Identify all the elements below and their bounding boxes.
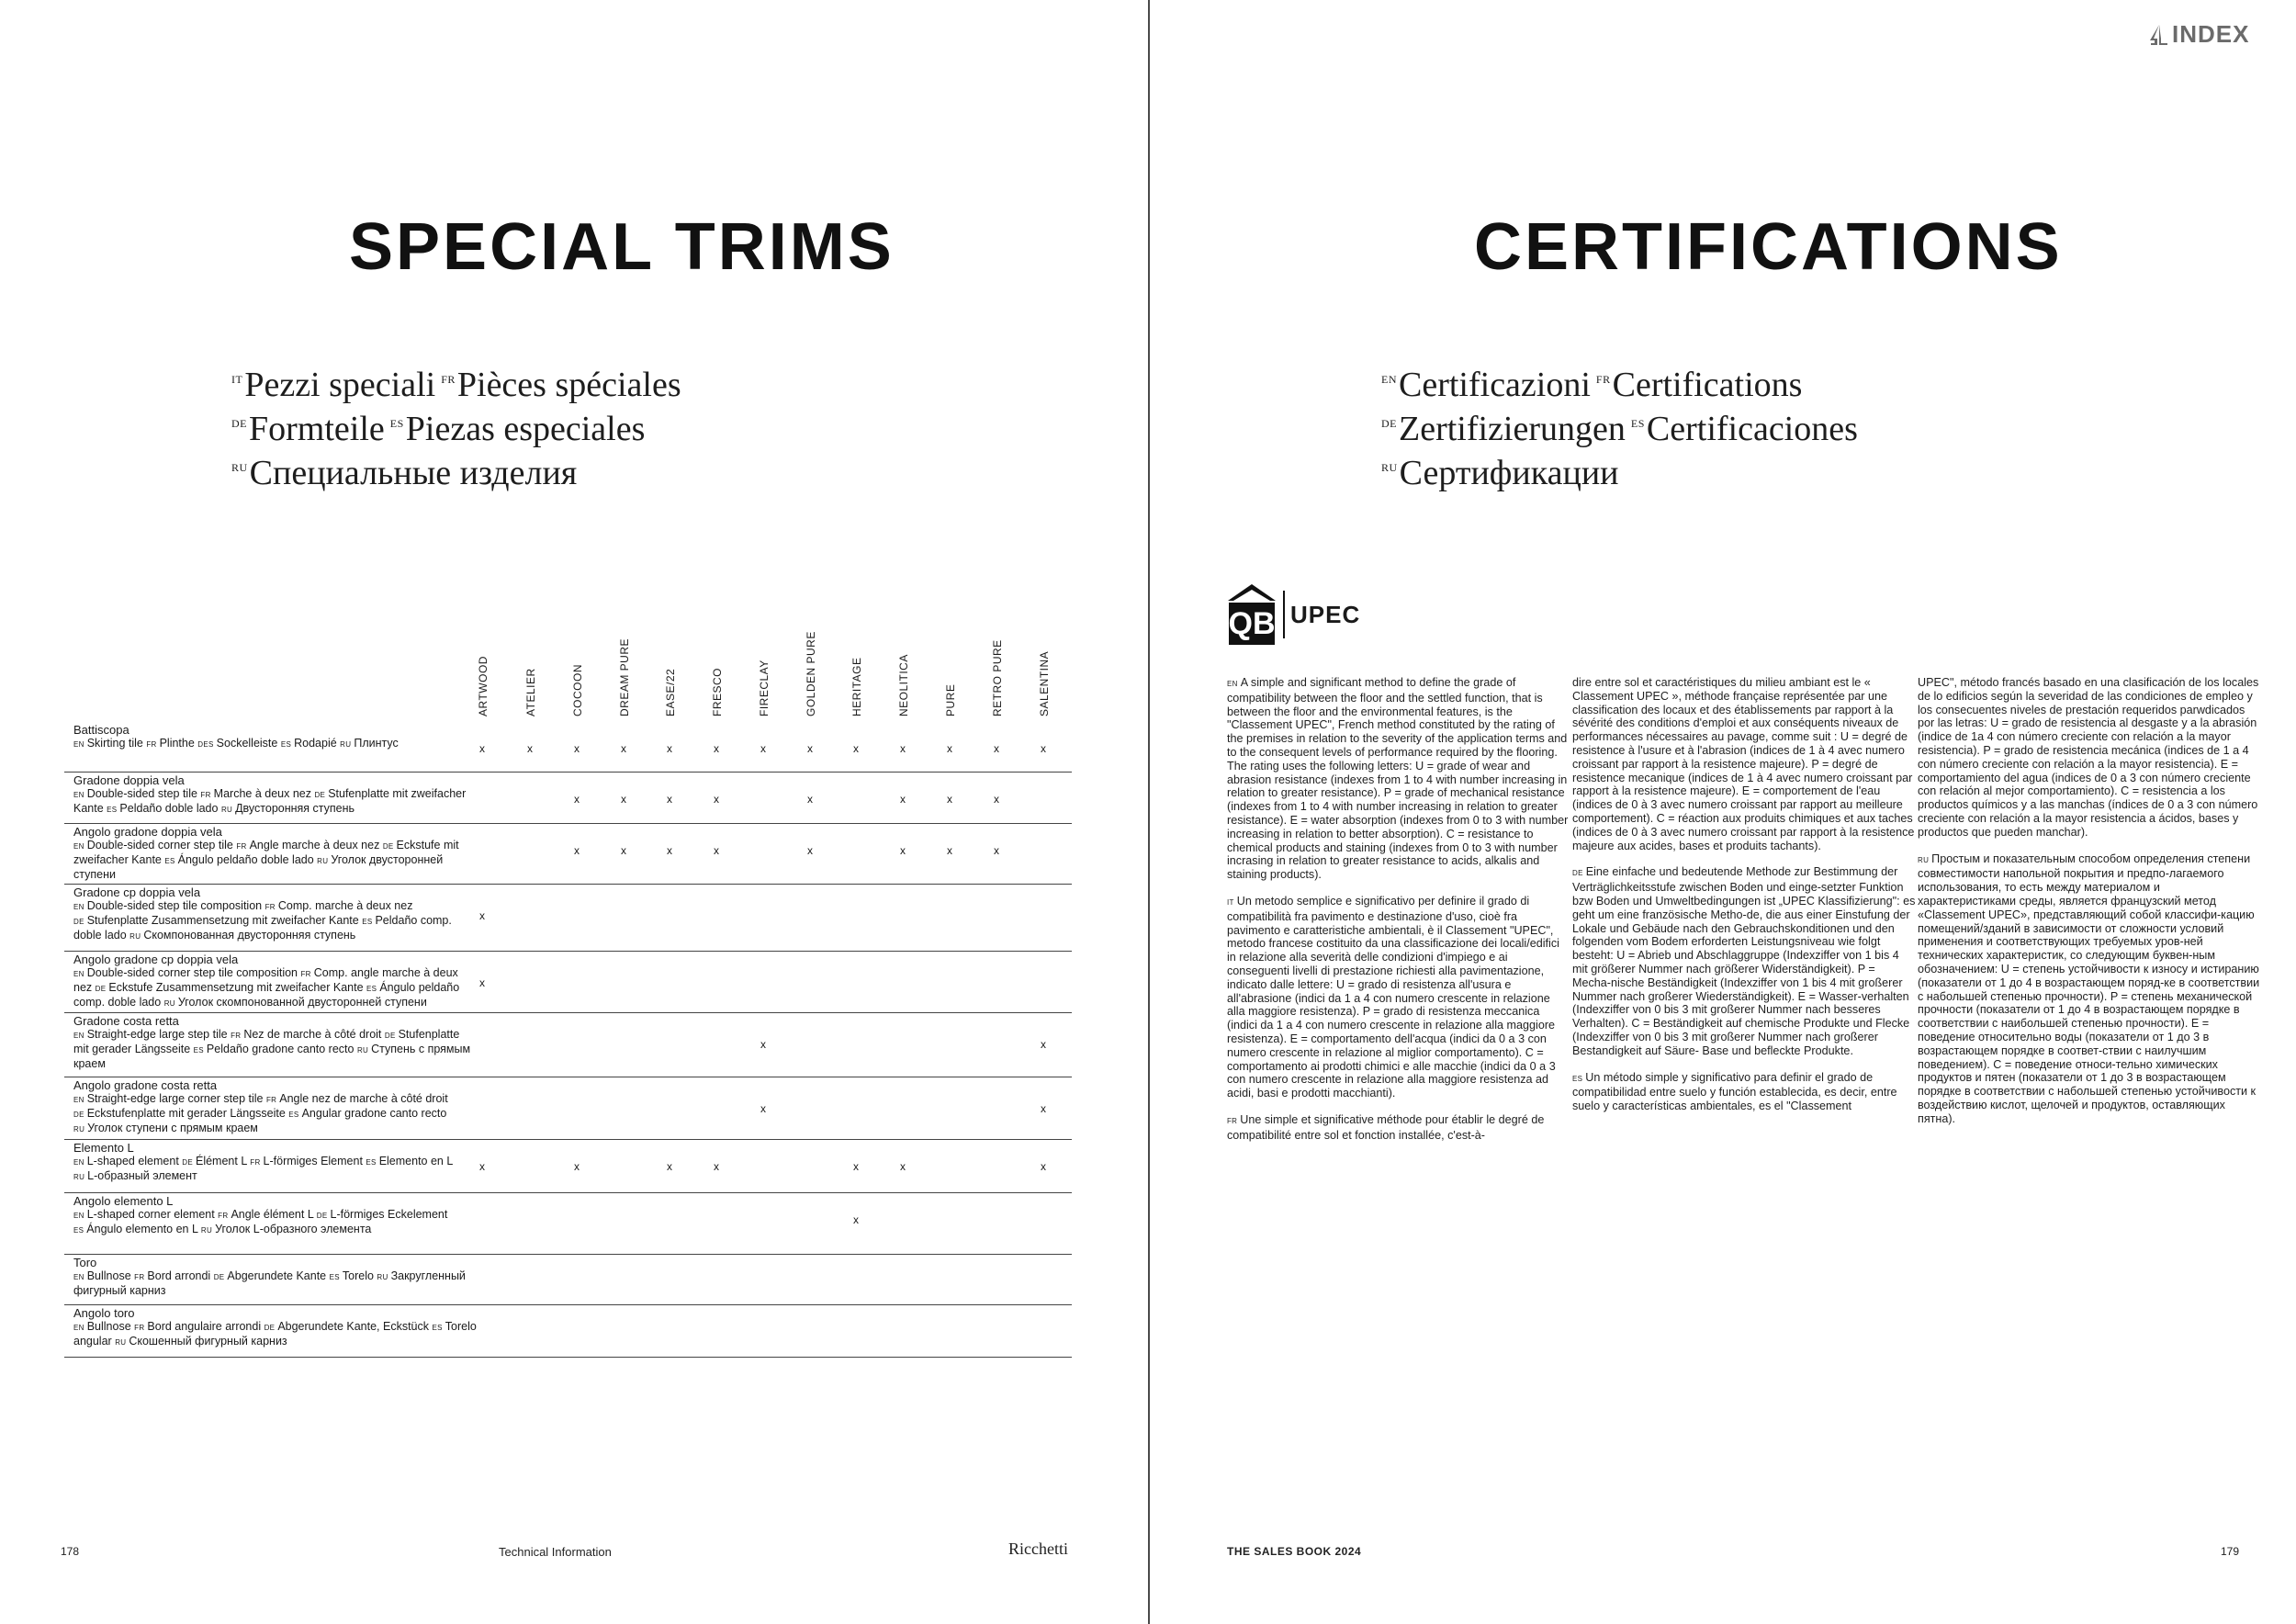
trim-translation: Angle élément L [231,1208,317,1221]
language-code: RU [115,1338,127,1347]
row-label [73,825,478,882]
language-code: EN [73,1324,84,1332]
translated-heading: Piezas especiales [405,410,646,448]
column-header-artwood [477,634,501,716]
language-code: RU [356,1046,369,1054]
trim-name: Gradone costa retta [73,1014,179,1028]
language-code: RU [317,857,329,865]
translated-heading: Certifications [1612,366,1803,404]
language-code: EN [1227,680,1238,688]
availability-mark: x [994,844,999,857]
certifications-translations [1381,360,1858,492]
language-code: EN [73,903,84,911]
trim-translation: Sockelleiste [216,737,281,750]
language-code: RU [231,461,248,474]
trim-name: Angolo elemento L [73,1194,174,1208]
availability-mark: x [807,793,813,806]
language-code: EN [73,1212,84,1220]
translation-line [1381,404,1858,448]
column-header-label: ATELIER [524,668,537,716]
availability-mark: x [760,742,766,755]
trim-translation: Stufenplatte mit zweifacher Kante [73,787,467,815]
trim-name: Toro [73,1256,97,1269]
availability-mark: x [667,742,672,755]
trim-name: Gradone doppia vela [73,773,185,787]
language-code: DE [316,1212,328,1220]
row-label [73,1256,478,1298]
table-row [64,772,1072,824]
trim-translation: Eckstufe Zusammensetzung mit zweifacher Kante [108,981,367,994]
language-code: DE [95,985,107,993]
availability-mark: x [853,1160,859,1173]
row-label [73,1194,478,1237]
language-code: FR [134,1324,145,1332]
column-header-label: HERITAGE [850,657,863,716]
trim-translation: Bullnose [86,1320,135,1333]
trim-translation: Angle marche à deux nez [249,839,383,851]
availability-mark: x [479,976,485,989]
column-header-label: DREAM PURE [618,637,631,716]
column-header-label: RETRO PURE [991,639,1004,716]
translation-line [1381,448,1858,492]
availability-mark: x [714,844,719,857]
language-code: ES [1572,1074,1583,1083]
paragraph-text: A simple and significant method to define the grade of compatibility between the floor and the settled function, that is between the floor and the environmental features, is the "Classement UPEC", French method constituted by the rating of the premises in relation to the severity of the application terms and to the consequent levels of performance required by the flooring. The rating uses the following letters: U = grade of wear and abrasion resistance (indexes from 1 to 4 with number increasing in relation to greater resistance). P = grade of mechanical resistance (indexes from 1 to 4 with number increasing in relation to greater resistance). E = water absorption (indexes from 0 to 3 with number increasing in relation to better absorption). C = resistance to chemical products and staining (indexes from 0 to 3 with number incrasing in relation to greater resistance to acids, alkalis and staining products). [1227,676,1569,882]
language-code: FR [134,1273,145,1281]
index-label: INDEX [2172,20,2250,48]
special-trims-translations [231,360,681,492]
footer-book-title: THE SALES BOOK 2024 [1227,1545,1362,1558]
svg-text:QB: QB [1228,606,1276,641]
trim-name: Battiscopa [73,723,129,737]
language-code: EN [1381,373,1397,386]
language-code: RU [220,806,233,814]
translated-heading: Certificaciones [1646,410,1858,448]
availability-mark: x [621,844,626,857]
column-header-label: ARTWOOD [477,656,490,716]
language-code: FR [1227,1116,1238,1125]
language-code: ES [107,806,118,814]
trim-translation: Peldaño doble lado [119,802,221,815]
translated-heading: Formteile [249,410,385,448]
column-header-label: PURE [944,683,957,716]
trim-translation: Уголок двусторонней ступени [73,853,444,881]
page-number-left: 178 [61,1545,80,1558]
trim-translation: Скошенный фигурный карниз [129,1335,287,1348]
index-link[interactable] [2149,20,2249,49]
table-row [64,1304,1072,1358]
trim-translation: Double-sided corner step tile composition [86,966,301,979]
table-row [64,884,1072,952]
upec-paragraph [1918,676,2261,840]
column-header-pure [944,634,968,716]
language-code: DE [264,1324,276,1332]
language-code: FR [1595,373,1611,386]
upec-paragraph [1572,865,1916,1057]
trim-translation: Ángulo elemento en L [86,1223,201,1235]
row-label [73,1141,478,1184]
language-code: DES [197,740,214,749]
column-header-heritage [850,634,874,716]
translated-heading: Специальные изделия [249,454,578,492]
upec-paragraph [1918,852,2261,1126]
trim-translation: Straight-edge large step tile [86,1028,231,1041]
language-code: ES [329,1273,340,1281]
page-title-special-trims: SPECIAL TRIMS [349,210,895,284]
language-code: ES [366,985,377,993]
page-number-right: 179 [2221,1545,2240,1558]
paragraph-text: Une simple et significative méthode pour établir le degré de compatibilité entre sol et fonction installée, c'est-à- [1227,1112,1545,1142]
availability-mark: x [900,844,906,857]
language-code: ES [432,1324,443,1332]
availability-mark: x [947,793,952,806]
qb-mark-icon [1226,582,1277,647]
footer-section-name: Technical Information [499,1545,612,1559]
table-row [64,823,1072,885]
language-code: EN [73,791,84,799]
language-code: FR [200,791,211,799]
upec-paragraph [1227,676,1570,882]
trim-translation: L-образный элемент [87,1169,197,1182]
upec-logo-text: UPEC [1290,600,1361,628]
availability-mark: x [479,909,485,922]
column-header-label: FIRECLAY [758,660,771,716]
availability-mark: x [667,844,672,857]
availability-mark: x [1041,742,1046,755]
brand-logo-ricchetti: Ricchetti [1008,1539,1068,1558]
language-code: RU [1381,461,1398,474]
trim-translation: Stufenplatte mit gerader Längsseite [73,1028,460,1055]
logo-separator [1283,591,1285,638]
language-code: RU [1918,855,1930,864]
availability-mark: x [900,742,906,755]
upec-text-column-1 [1227,676,1570,1156]
language-code: EN [73,740,84,749]
trim-translation: Плинтус [354,737,399,750]
language-code: RU [73,1125,85,1133]
language-code: EN [73,1273,84,1281]
trim-translation: Comp. marche à deux nez [277,899,413,912]
trim-translation: Уголок L-образного элемента [215,1223,372,1235]
trim-translation: Eckstufenplatte mit gerader Längsseite [86,1107,289,1120]
language-code: RU [129,932,141,941]
upec-logo [1226,582,1360,647]
column-header-salentina [1038,634,1062,716]
paragraph-text: dire entre sol et caractéristiques du milieu ambiant est le « Classement UPEC », méthode française représentée par une classification des locaux et des établissements par rapport à la sévérité des conditions d'emploi et aux conséquents niveaux de performances nécessaires au pavage, comme suit : U = degré de resistence à l'usure et à l'abrasion (indices de 1 à 4 avec numero croissant par rapport à la resistence majeure). P = degré de resistence mecanique (indices de 1 à 4 avec numero croissant par rapport à la resistence majeure). E = comportement de l'eau (indices de 0 à 3 avec numero croissant par rapport au meilleure comportement). C = réaction aux produits chimiques et aux taches (indices de 0 à 3 avec numero croissant par rapport à la resistence majeure aux acides, bases et produits tachants). [1572,676,1915,852]
language-code: EN [73,1096,84,1104]
language-code: ES [1630,417,1645,430]
availability-mark: x [714,1160,719,1173]
language-code: ES [389,417,404,430]
language-code: RU [200,1226,213,1235]
trim-translation: Закругленный фигурный карниз [73,1269,466,1297]
tree-icon [2149,24,2169,46]
availability-mark: x [714,742,719,755]
trim-translation: L-förmiges Eckelement [330,1208,448,1221]
translation-line [231,448,681,492]
trim-translation: Abgerundete Kante [227,1269,330,1282]
language-code: FR [231,1032,242,1040]
trim-translation: Уголок скомпонованной двусторонней ступени [177,996,427,1009]
availability-mark: x [760,1102,766,1115]
paragraph-text: UPEC", método francés basado en una clasificación de los locales de lo edificios según la severidad de las condiciones de empleo y los consecuentes niveles de prestación requeridos parwdicados por las letras: U = grado de resistencia al desgaste y a la abrasión (indice de 1a 4 con número creciente con relación a la mayor resistencia). P = grado de resistencia mecánica (indices de 1 a 4 con número creciente con relación a la mayor resistencia). E = comportamiento del agua (indices de 0 a 3 con número creciente con relación al mejor comportamiento). C = resistencia a los productos químicos y a las manchas (índices de 0 a 3 con número creciente con relación a la mayor resistencia a ácidos, bases y productos que pueden manchar). [1918,676,2259,839]
trim-name: Elemento L [73,1141,134,1155]
table-row [64,721,1072,773]
availability-mark: x [621,742,626,755]
translated-heading: Сертификации [1399,454,1619,492]
trim-name: Angolo gradone cp doppia vela [73,953,239,966]
trim-translation: Nez de marche à côté droit [243,1028,385,1041]
trim-translation: Ángulo peldaño doble lado [177,853,318,866]
language-code: ES [280,740,292,749]
language-code: IT [1227,897,1234,907]
trim-translation: Двусторонняя ступень [235,802,355,815]
upec-paragraph [1227,895,1570,1100]
trim-translation: Stufenplatte Zusammensetzung mit zweifacher Kante [86,914,363,927]
availability-mark: x [994,793,999,806]
trim-translation: Скомпонованная двусторонняя ступень [143,929,356,942]
page-spine-divider [1148,0,1150,1624]
trim-translation: Abgerundete Kante, Eckstück [277,1320,433,1333]
availability-mark: x [807,844,813,857]
language-code: DE [314,791,326,799]
column-header-label: SALENTINA [1038,650,1051,716]
language-code: EN [73,1158,84,1167]
upec-paragraph [1572,1071,1916,1113]
table-row [64,1077,1072,1140]
table-row [64,1254,1072,1305]
translation-line [1381,360,1858,404]
trim-translation: Angle nez de marche à côté droit [279,1092,448,1105]
trim-name: Angolo toro [73,1306,135,1320]
trim-translation: L-shaped corner element [86,1208,219,1221]
language-code: DE [1572,869,1583,878]
trim-translation: Marche à deux nez [213,787,315,800]
translated-heading: Pezzi speciali [244,366,436,404]
trim-translation: Élément L [195,1155,251,1167]
language-code: DE [182,1158,193,1167]
upec-paragraph [1572,676,1916,852]
availability-mark: x [853,742,859,755]
table-row [64,951,1072,1013]
column-header-retro-pure [991,634,1015,716]
language-code: EN [73,1032,84,1040]
language-code: ES [164,857,175,865]
trim-translation: Rodapié [294,737,341,750]
language-code: FR [265,1096,277,1104]
availability-mark: x [527,742,533,755]
row-label [73,723,478,751]
language-code: ES [193,1046,204,1054]
trim-translation: Elemento en L [378,1155,453,1167]
column-header-label: FRESCO [711,667,724,716]
row-label [73,1306,478,1349]
row-label [73,885,478,943]
language-code: DE [73,1111,84,1119]
table-row [64,1139,1072,1193]
paragraph-text: Eine einfache und bedeutende Methode zur Bestimmung der Verträglichkeitsstufe zwischen Boden und einge-setzter Funktion bzw Boden und Umweltbedingungen ist „UPEC Klassifizierung": es geht um eine französische Metho-de, die aus einer Einstufung der Lokale und Gebäude nach den Gebrauchskonditionen und den folgenden vom Bodem erforderten Leistungsniveau wie folgt besteht: U = Abrieb und Abschlaggruppe (Indexziffer von 1 bis 4 mit größerer Nummer nach größerer Widerständigkeit). P = Mecha-nische Beständigkeit (Indexziffer von 1 bis 4 mit großerer Nummer nach großerer Wiederständigkeit). E = Wasser-verhalten (Indexziffer von 0 bis 3 mit großerer Nummer nach besseres Verhalten). C = Beständigkeit auf chemische Produkte und Flecke (Indexziffer von 0 bis 3 mit großerer Nummer nach großerer Bestandigkeit auf Säure- Base und befleckte Produkte. [1572,865,1916,1057]
paragraph-text: Простым и показательным способом определения степени совместимости напольной покрытия и предпо-лагаемого использования, то есть между материалом и характеристиками среды, является французский метод «Classement UPEC», представляющий собой классифи-кацию помещений/зданий в зависимости от сложности условий применения и соответствующих требуемых уров-ней технических характеристик, со следующим буквен-ным обозначением: U = степень устойчивости к износу и истиранию (показатели от 1 до 4 в возрастающем поряд-ке в соответствии с набольшей степенью прочности). P = степень механической прочности (показатели от 1 до 4 в возрастающем порядке в соответствии с наибольшей степенью прочности). E = поведение относительно воды (показатели от 1 до 3 в возрастающем порядке в соответ-ствии с наилучшим поведением). C = поведение относи-тельно химических продуктов и пятен (показатели от 1 до 3 в возрастающем порядке в соответствии с набольшей степенью устойчивости к воздействию кислот, щелочей и продуктов, оставляющих пятна). [1918,851,2260,1125]
translated-heading: Certificazioni [1399,366,1591,404]
paragraph-text: Un metodo semplice e significativo per definire il grado di compatibilità fra pavimento e destinazione d'uso, cioè fra pavimento e caratteristiche ambientali, è il Classement "UPEC", metodo francese costituito da una classificazione dei locali/edifici in relazione alla severità delle condizioni d'impiego e ai conseguenti livelli di prestazione richiesti alla pavimentazione, indicato dalle lettere: U = grado di resistenza all'usura e all'abrasione (indici da 1 a 4 con numero crescente in relazione alla maggiore resistenza). P = grado di resistenza meccanica (indici da 1 a 4 con numero crescente in relazione alla maggiore resistenza). E = comportamento dell'acqua (indici da 0 a 3 con numero crescente in relazione al miglior comportamento). C = comportamento ai prodotti chimici e alle macchie (indici da 0 a 3 con numero crescente in relazione alla maggiore resistenza ad acidi, basi e prodotti macchianti). [1227,894,1559,1100]
language-code: EN [73,970,84,978]
availability-mark: x [574,793,580,806]
availability-mark: x [479,1160,485,1173]
language-code: DE [384,1032,396,1040]
table-row [64,1012,1072,1077]
availability-mark: x [1041,1102,1046,1115]
row-label [73,1014,478,1071]
upec-text-column-3 [1918,676,2261,1139]
availability-mark: x [574,742,580,755]
trim-name: Angolo gradone doppia vela [73,825,222,839]
column-header-dream-pure [618,634,642,716]
availability-mark: x [574,844,580,857]
availability-mark: x [760,1038,766,1051]
availability-mark: x [1041,1038,1046,1051]
trim-translation: Ángulo peldaño comp. doble lado [73,981,460,1009]
language-code: IT [231,373,243,386]
trim-translation: Torelo [342,1269,377,1282]
availability-mark: x [994,742,999,755]
column-header-ease-22 [664,634,688,716]
availability-mark: x [807,742,813,755]
language-code: RU [73,1173,85,1181]
trim-translation: Bord arrondi [147,1269,214,1282]
trim-translation: Straight-edge large corner step tile [86,1092,266,1105]
trim-translation: Skirting tile [86,737,147,750]
trim-name: Angolo gradone costa retta [73,1078,218,1092]
language-code: DE [382,842,394,851]
translation-line [231,360,681,404]
availability-mark: x [853,1213,859,1226]
trim-translation: Ступень с прямым краем [73,1043,471,1070]
trim-translation: Comp. angle marche à deux nez [73,966,458,994]
upec-text-column-2 [1572,676,1916,1126]
page-title-certifications: CERTIFICATIONS [1474,210,2063,284]
availability-mark: x [947,742,952,755]
trim-translation: Double-sided step tile composition [86,899,265,912]
language-code: ES [288,1111,299,1119]
trim-translation: Уголок ступени с прямым краем [87,1122,258,1134]
language-code: FR [236,842,247,851]
language-code: RU [340,740,352,749]
trim-translation: Torelo angular [73,1320,477,1348]
availability-mark: x [900,793,906,806]
language-code: FR [250,1158,261,1167]
translated-heading: Pièces spéciales [456,366,681,404]
language-code: ES [73,1226,84,1235]
trim-translation: Angular gradone canto recto [301,1107,447,1120]
column-header-fresco [711,634,735,716]
language-code: DE [73,918,84,926]
column-header-label: EASE/22 [664,668,677,716]
column-header-label: NEOLITICA [897,654,910,716]
column-header-golden-pure [805,631,828,716]
translated-heading: Zertifizierungen [1399,410,1626,448]
language-code: FR [441,373,456,386]
trim-translation: L-förmiges Element [263,1155,366,1167]
availability-mark: x [667,793,672,806]
language-code: FR [146,740,157,749]
column-header-label: COCOON [571,664,584,716]
availability-mark: x [900,1160,906,1173]
availability-mark: x [479,742,485,755]
column-header-cocoon [571,634,595,716]
row-label [73,773,478,817]
language-code: DE [231,417,247,430]
language-code: EN [73,842,84,851]
table-row [64,1192,1072,1255]
trim-translation: Plinthe [159,737,198,750]
trim-translation: L-shaped element [86,1155,183,1167]
availability-mark: x [1041,1160,1046,1173]
language-code: RU [377,1273,388,1281]
trim-translation: Bullnose [86,1269,135,1282]
availability-mark: x [621,793,626,806]
availability-mark: x [574,1160,580,1173]
column-header-neolitica [897,634,921,716]
translation-line [231,404,681,448]
language-code: FR [264,903,276,911]
paragraph-text: Un método simple y significativo para definir el grado de compatibilidad entre suelo y función establecida, es decir, entre suelo y características ambientales, es el "Classement [1572,1070,1897,1113]
trim-translation: Bord angulaire arrondi [147,1320,264,1333]
language-code: FR [300,970,311,978]
availability-mark: x [714,793,719,806]
language-code: FR [218,1212,229,1220]
language-code: ES [366,1158,377,1167]
language-code: ES [362,918,373,926]
column-header-label: GOLDEN PURE [805,631,817,716]
row-label [73,1078,478,1136]
trim-translation: Eckstufe mit zweifacher Kante [73,839,459,866]
column-header-fireclay [758,634,782,716]
availability-mark: x [667,1160,672,1173]
language-code: DE [1381,417,1397,430]
upec-paragraph [1227,1113,1570,1143]
trim-name: Gradone cp doppia vela [73,885,201,899]
trim-translation: Double-sided step tile [86,787,201,800]
column-header-atelier [524,634,548,716]
trim-translation: Peldaño comp. doble lado [73,914,452,942]
language-code: RU [163,999,175,1008]
language-code: DE [213,1273,225,1281]
trim-translation: Double-sided corner step tile [86,839,237,851]
availability-mark: x [947,844,952,857]
trim-translation: Peldaño gradone canto recto [206,1043,357,1055]
row-label [73,953,478,1010]
